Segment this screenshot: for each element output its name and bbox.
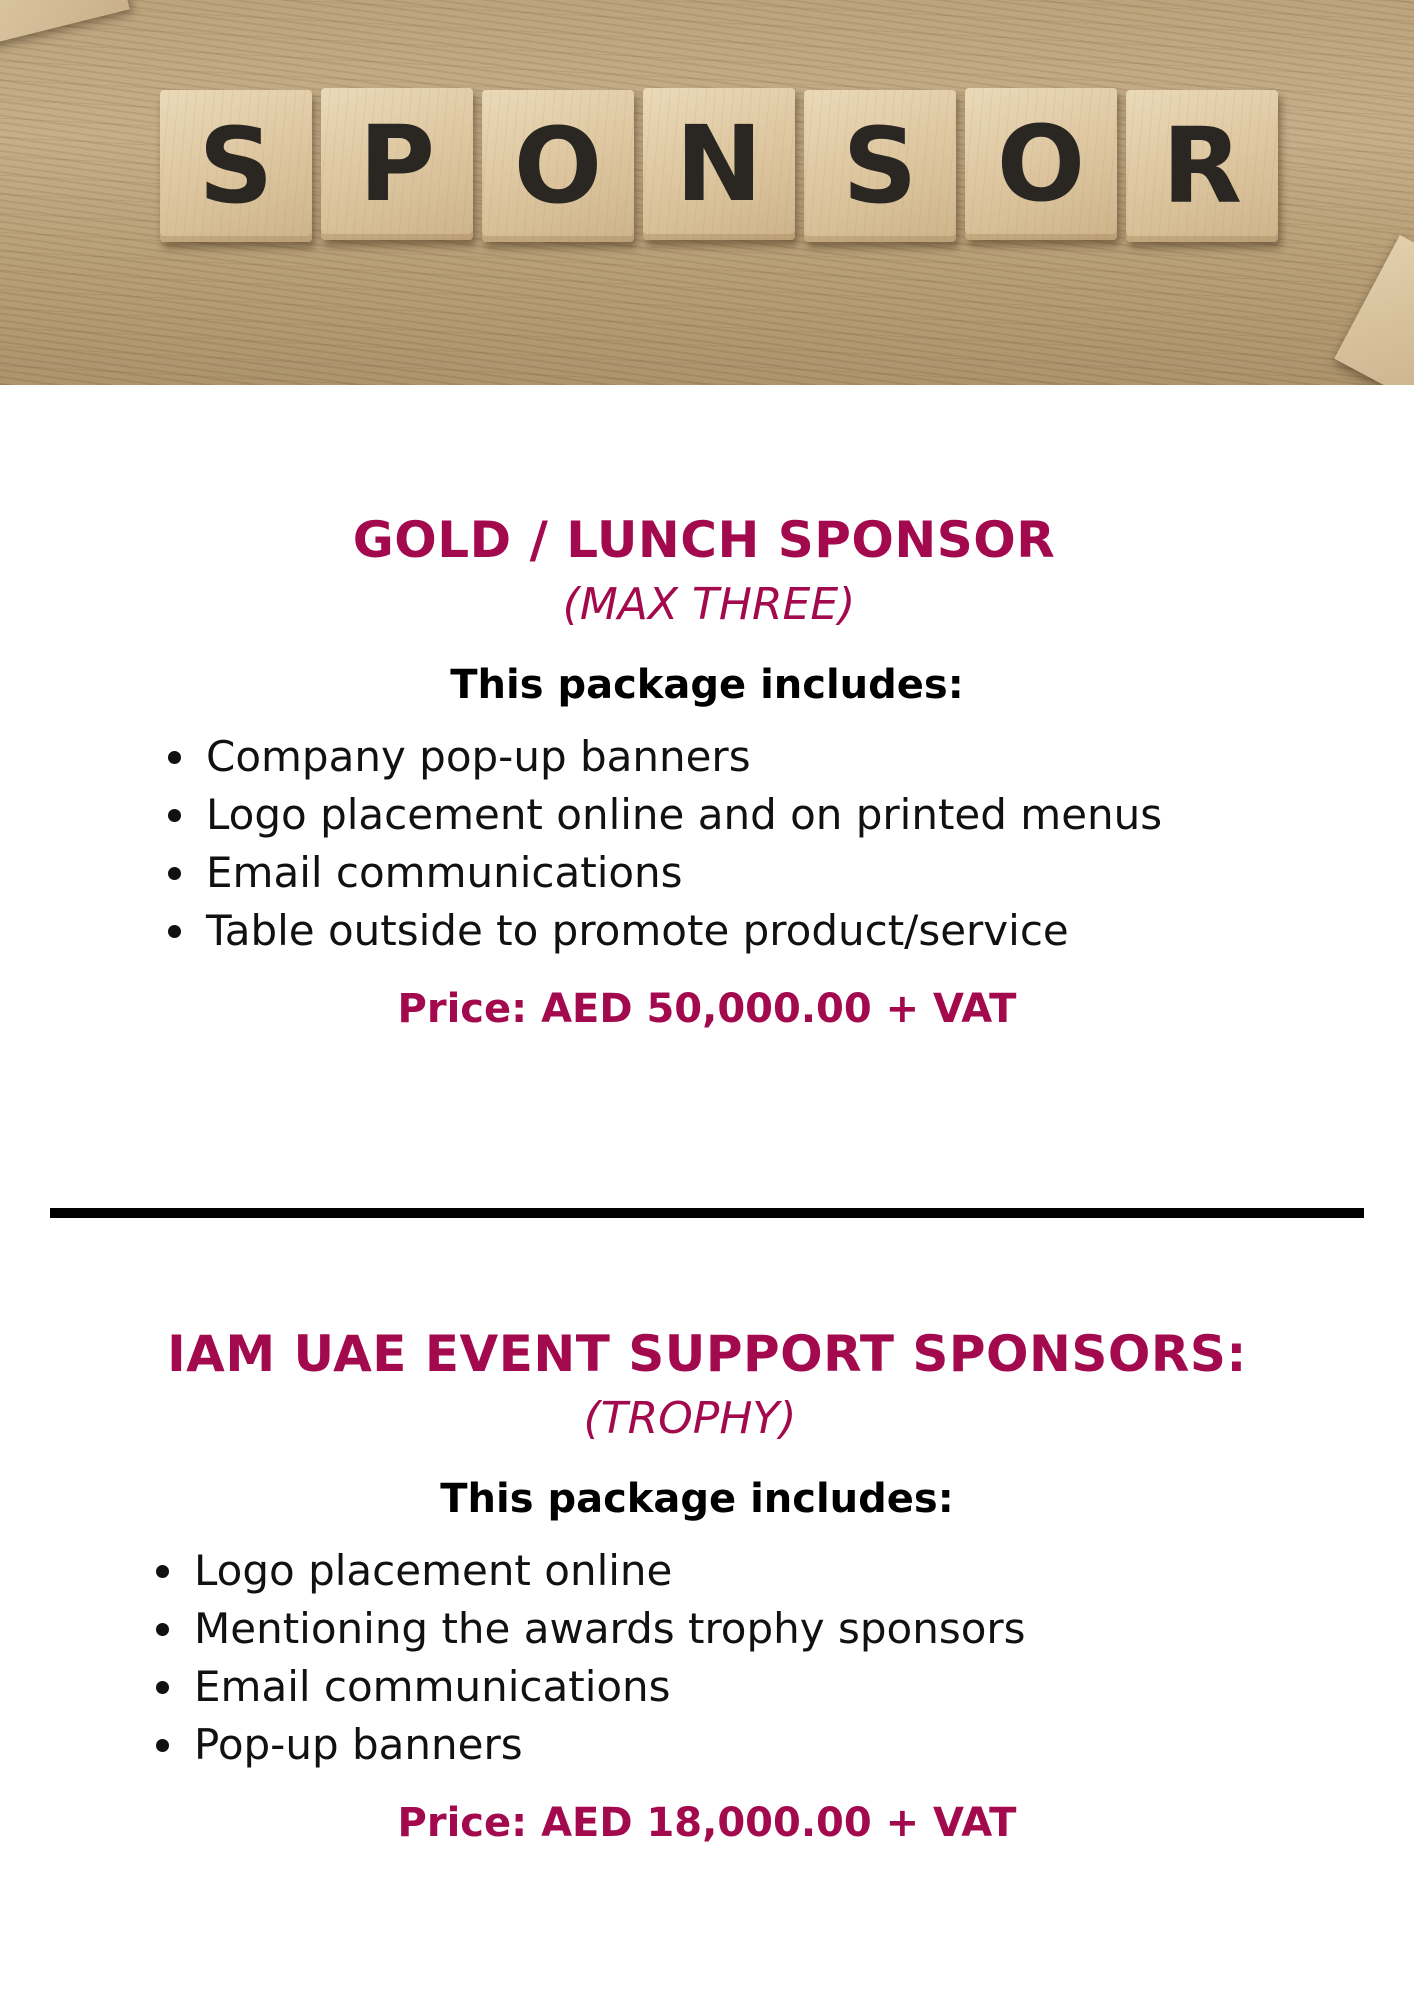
corner-wood-block [0,0,130,48]
bullet-icon [168,809,181,822]
package-items-list [162,728,1414,960]
price-label: Price: AED 18,000.00 + VAT [397,1800,1017,1846]
list-item: Email communications [150,1658,1414,1716]
gold-sponsor-section [0,510,1414,1034]
letter-block: O [965,88,1117,240]
list-item: Logo placement online and on printed menus [162,786,1414,844]
section-subtitle: (MAX THREE) [562,579,856,630]
letter-block: S [804,90,956,242]
section-title: IAM UAE EVENT SUPPORT SPONSORS: [167,1325,1247,1383]
list-item: Email communications [162,844,1414,902]
sponsor-letter-blocks [160,90,1287,246]
list-item: Logo placement online [150,1542,1414,1600]
bullet-icon [168,751,181,764]
price-label: Price: AED 50,000.00 + VAT [397,986,1017,1032]
package-items-list [150,1542,1414,1774]
section-divider [50,1208,1364,1218]
bullet-icon [168,867,181,880]
bullet-icon [156,1739,169,1752]
section-subtitle: (TROPHY) [583,1393,797,1444]
letter-block: P [321,88,473,240]
letter-block: N [643,88,795,240]
includes-label: This package includes: [450,662,964,708]
bullet-icon [156,1681,169,1694]
includes-label: This package includes: [440,1476,954,1522]
list-item: Company pop-up banners [162,728,1414,786]
list-item: Table outside to promote product/service [162,902,1414,960]
list-item: Pop-up banners [150,1716,1414,1774]
event-support-section [0,1324,1414,1848]
letter-block: S [160,90,312,242]
hero-photo [0,0,1414,385]
bullet-icon [156,1565,169,1578]
list-item: Mentioning the awards trophy sponsors [150,1600,1414,1658]
letter-block: R [1126,90,1278,242]
letter-block: O [482,90,634,242]
bullet-icon [168,925,181,938]
section-title: GOLD / LUNCH SPONSOR [352,511,1056,569]
bullet-icon [156,1623,169,1636]
corner-wood-block [1334,235,1414,385]
